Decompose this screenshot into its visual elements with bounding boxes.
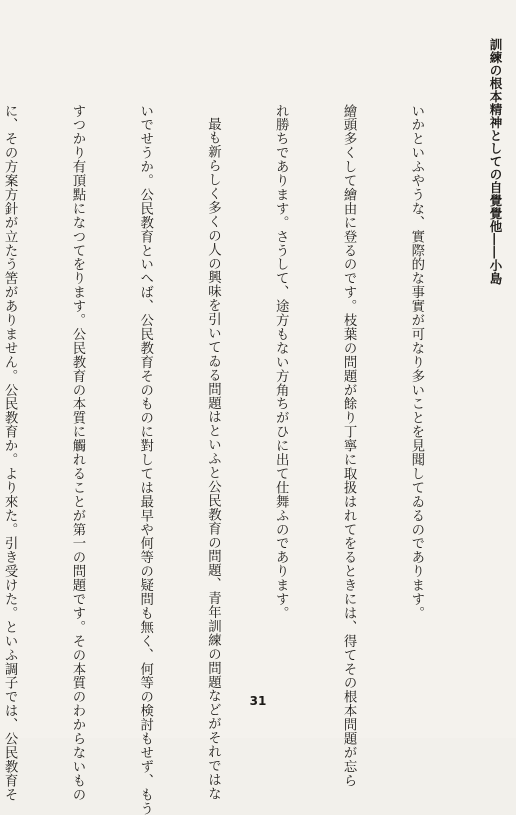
text-line: に、その方案方針が立たう筈がありません。公民教育か。より來た。引き受けた。といふ調子では、公民教育そ [2,104,18,802]
page-number: 31 [249,694,267,708]
running-header: 訓練の根本精神としての自覺覺他――小島 [488,38,503,285]
text-line: 最も新らしく多くの人の興味を引いてゐる問題はといふと公民教育の問題、青年訓練の問題などがそれではな [205,117,221,801]
text-line: すつかり有頂點になつてをります。公民教育の本質に觸れることが第一の問題です。その本質のわからないもの [69,104,85,802]
text-line: いかといふやうな、實際的な事實が可なり多いことを見聞してゐるのであります。 [408,104,424,621]
text-line: 繪頭多くして繪由に登るのです。枝葉の問題が餘り丁寧に取扱はれてをるときには、得てその根本問題が忘ら [341,104,357,788]
text-line: れ勝ちであります。さうして、途方もない方角ちがひに出て仕舞ふのであります。 [273,104,289,621]
text-line: いでせうか。公民教育といへば、公民教育そのものに對しては最早や何等の疑問も無く、何等の検討もせず、もう [137,104,153,815]
